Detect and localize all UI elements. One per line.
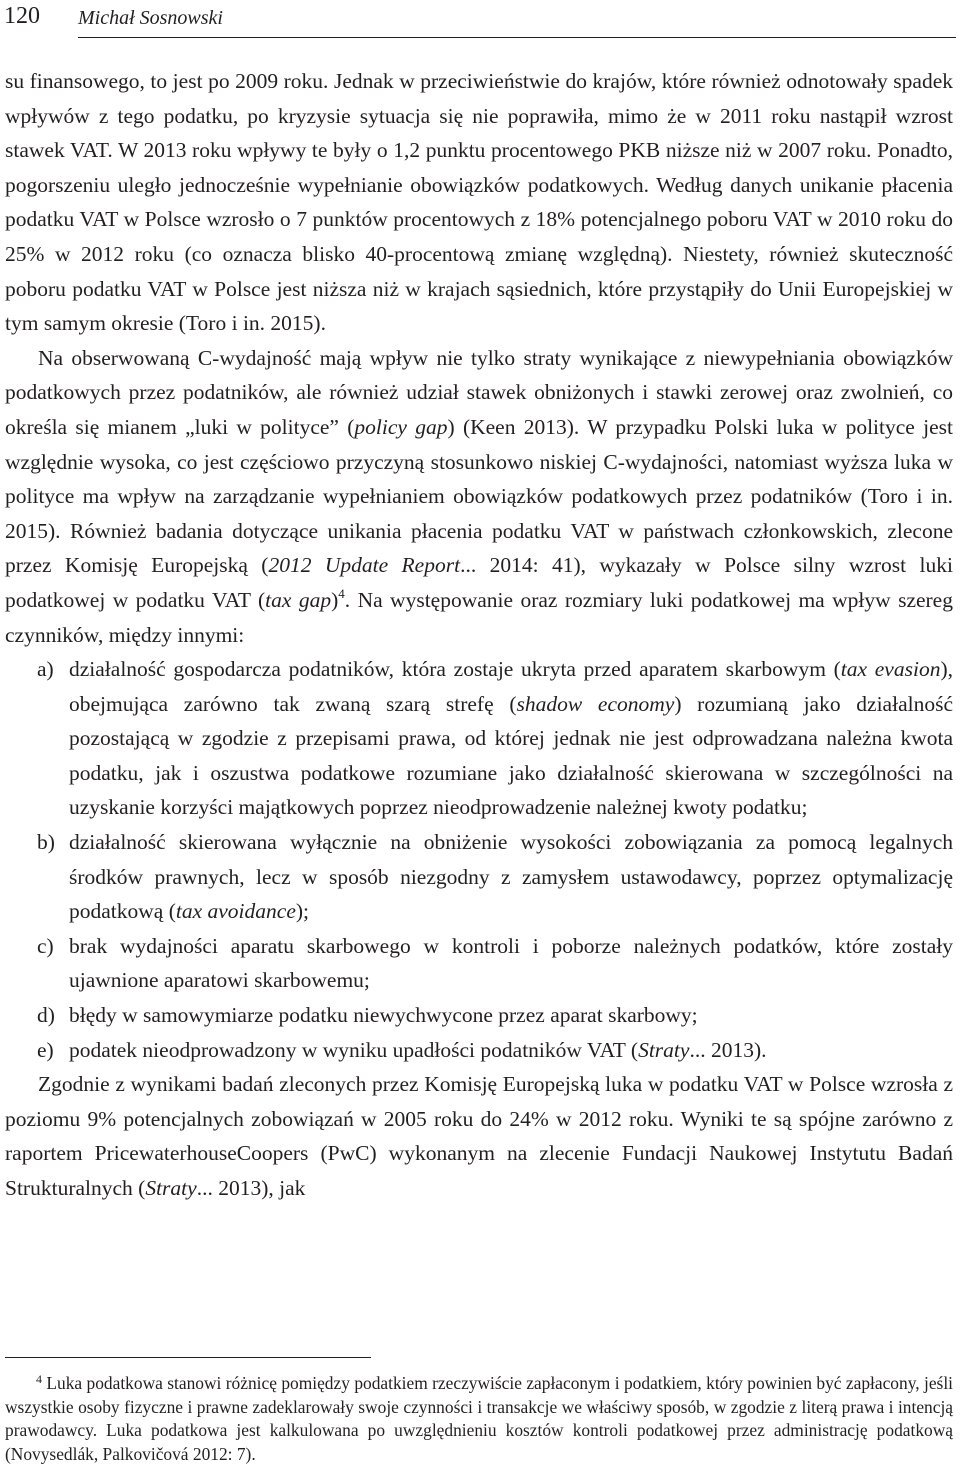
paragraph-c-efficiency bbox=[5, 341, 953, 652]
list-item-text: podatek nieodprowadzony w wyniku upadłości podatników VAT ( bbox=[69, 1037, 639, 1062]
list-item-text: działalność gospodarcza podatników, która zostaje ukryta przed aparatem skarbowym ( bbox=[69, 657, 841, 682]
paragraph-2-text-e: . Na występowanie oraz rozmiary luki podatkowej ma wpływ szereg czynników, między innymi: bbox=[5, 587, 953, 647]
list-item-text: działalność skierowana wyłącznie na obniżenie wysokości zobowiązania za pomocą legalnych środków prawnych, lecz w sposób niezgodny z zamysłem ustawodawcy, poprzez optymalizację podatkową ( bbox=[69, 830, 953, 924]
citation-update-report: 2012 Update Report bbox=[268, 553, 461, 578]
footnote-rule bbox=[5, 1357, 371, 1358]
term-tax-avoidance: tax avoidance bbox=[175, 899, 296, 924]
running-header bbox=[4, 0, 956, 40]
footnote-reference: 4 bbox=[338, 585, 345, 601]
footnote-number: 4 bbox=[36, 1372, 42, 1386]
paragraph-3-text-b: ... 2013), jak bbox=[196, 1176, 306, 1200]
term-shadow-economy: shadow economy bbox=[516, 691, 675, 716]
list-item-text: ) rozumianą jako działalność pozostającą w zgodzie z przepisami prawa, od której jednak nie jest odprowadzana należna kwota podatku, jak i oszustwa podatkowe rozumiane jako działalność skierowana w szczególności na uzyskanie korzyści majątkowych poprzez nieodprowadzenie należnej kwoty podatku; bbox=[69, 691, 954, 820]
list-item-text: ), obejmująca zarówno tak zwaną szarą strefę ( bbox=[69, 657, 953, 716]
list-item bbox=[5, 825, 953, 929]
list-item-label: b) bbox=[37, 830, 55, 855]
paragraph-2-text-c: ... 2014: 41), wykazały w Polsce silny wzrost luki podatkowej w podatku VAT ( bbox=[5, 553, 953, 612]
paragraph-3-text-a: Zgodnie z wynikami badań zleconych przez Komisję Europejską luka w podatku VAT w Polsce wzrosła z poziomu 9% potencjalnych zobowiązań w 2005 roku do 24% w 2012 roku. Wyniki te są spójne zarówno z raportem PricewaterhouseCoopers (PwC) wykonanym na zlecenie Fundacji Naukowej Instytutu Badań Strukturalnych ( bbox=[5, 1072, 953, 1200]
paragraph-2-text-d: ) bbox=[331, 587, 339, 612]
header-rule bbox=[78, 37, 956, 38]
term-tax-gap: tax gap bbox=[265, 587, 332, 612]
footnote bbox=[5, 1372, 953, 1466]
list-item-text: ); bbox=[295, 899, 310, 924]
tax-gap-factors-list bbox=[5, 652, 953, 1067]
paragraph-commission-results bbox=[5, 1067, 953, 1205]
list-item-label: c) bbox=[37, 933, 54, 958]
list-item-label: e) bbox=[37, 1037, 54, 1062]
list-item-text: brak wydajności aparatu skarbowego w kontroli i poborze należnych podatków, które zostały ujawnione aparatowi skarbowemu; bbox=[69, 933, 953, 993]
list-item bbox=[5, 652, 953, 825]
term-tax-evasion: tax evasion bbox=[840, 657, 941, 682]
citation-straty: Straty bbox=[145, 1176, 197, 1200]
body-text bbox=[5, 64, 953, 1206]
citation-straty: Straty bbox=[638, 1037, 690, 1062]
list-item-label: a) bbox=[37, 657, 54, 682]
page-number: 120 bbox=[4, 3, 40, 29]
running-head-author: Michał Sosnowski bbox=[78, 7, 223, 29]
paragraph-2-text-b: ) (Keen 2013). W przypadku Polski luka w polityce jest względnie wysoka, co jest częściowo przyczyną stosunkowo niskiej C-wydajności, natomiast wyższa luka w polityce ma wpływ na zarządzanie wypełnianiem obowiązków podatkowych przez podatników (Toro i in. 2015). Również badania dotyczące unikania płacenia podatku VAT w państwach członkowskich, zlecone przez Komisję Europejską ( bbox=[5, 414, 953, 578]
list-item-text: błędy w samowymiarze podatku niewychwycone przez aparat skarbowy; bbox=[69, 1003, 698, 1028]
paragraph-1-text: su finansowego, to jest po 2009 roku. Jednak w przeciwieństwie do krajów, które również odnotowały spadek wpływów z tego podatku, po kryzysie sytuacja się nie poprawiła, mimo że w 2011 roku nastąpił wzrost stawek VAT. W 2013 roku wpływy te były o 1,2 punktu procentowego PKB niższe niż w 2007 roku. Ponadto, pogorszeniu uległo jednocześnie wypełnianie obowiązków podatkowych. Według danych unikanie płacenia podatku VAT w Polsce wzrosło o 7 punktów procentowych z 18% potencjalnego poboru VAT w 2010 roku do 25% w 2012 roku (co oznacza blisko 40-procentową zmianę względną). Niestety, również skuteczność poboru podatku VAT w Polsce jest niższa niż w krajach sąsiednich, które przystąpiły do Unii Europejskiej w tym samym okresie (Toro i in. 2015). bbox=[5, 69, 953, 336]
footnote-text: Luka podatkowa stanowi różnicę pomiędzy podatkiem rzeczywiście zapłaconym i podatkiem, który powinien być zapłacony, jeśli wszystkie osoby fizyczne i prawne zadeklarowały swoje czynności i transakcje we właściwy sposób, w zgodzie z literą prawa i intencją prawodawcy. Luka podatkowa jest kalkulowana po uwzględnieniu kosztów kontroli podatkowej przez administrację podatkową (Novysedlák, Palkovičová 2012: 7). bbox=[5, 1373, 953, 1464]
list-item-label: d) bbox=[37, 1003, 55, 1028]
term-policy-gap: policy gap bbox=[354, 414, 448, 439]
list-item bbox=[5, 1033, 953, 1068]
paragraph-continued bbox=[5, 64, 953, 341]
list-item-text: ... 2013). bbox=[689, 1037, 767, 1062]
list-item bbox=[5, 998, 953, 1033]
paragraph-2-text-a: Na obserwowaną C-wydajność mają wpływ nie tylko straty wynikające z niewypełniania obowiązków podatkowych przez podatników, ale również udział stawek obniżonych i stawki zerowej oraz zwolnień, co określa się mianem „luki w polityce” ( bbox=[5, 345, 953, 439]
list-item bbox=[5, 929, 953, 998]
